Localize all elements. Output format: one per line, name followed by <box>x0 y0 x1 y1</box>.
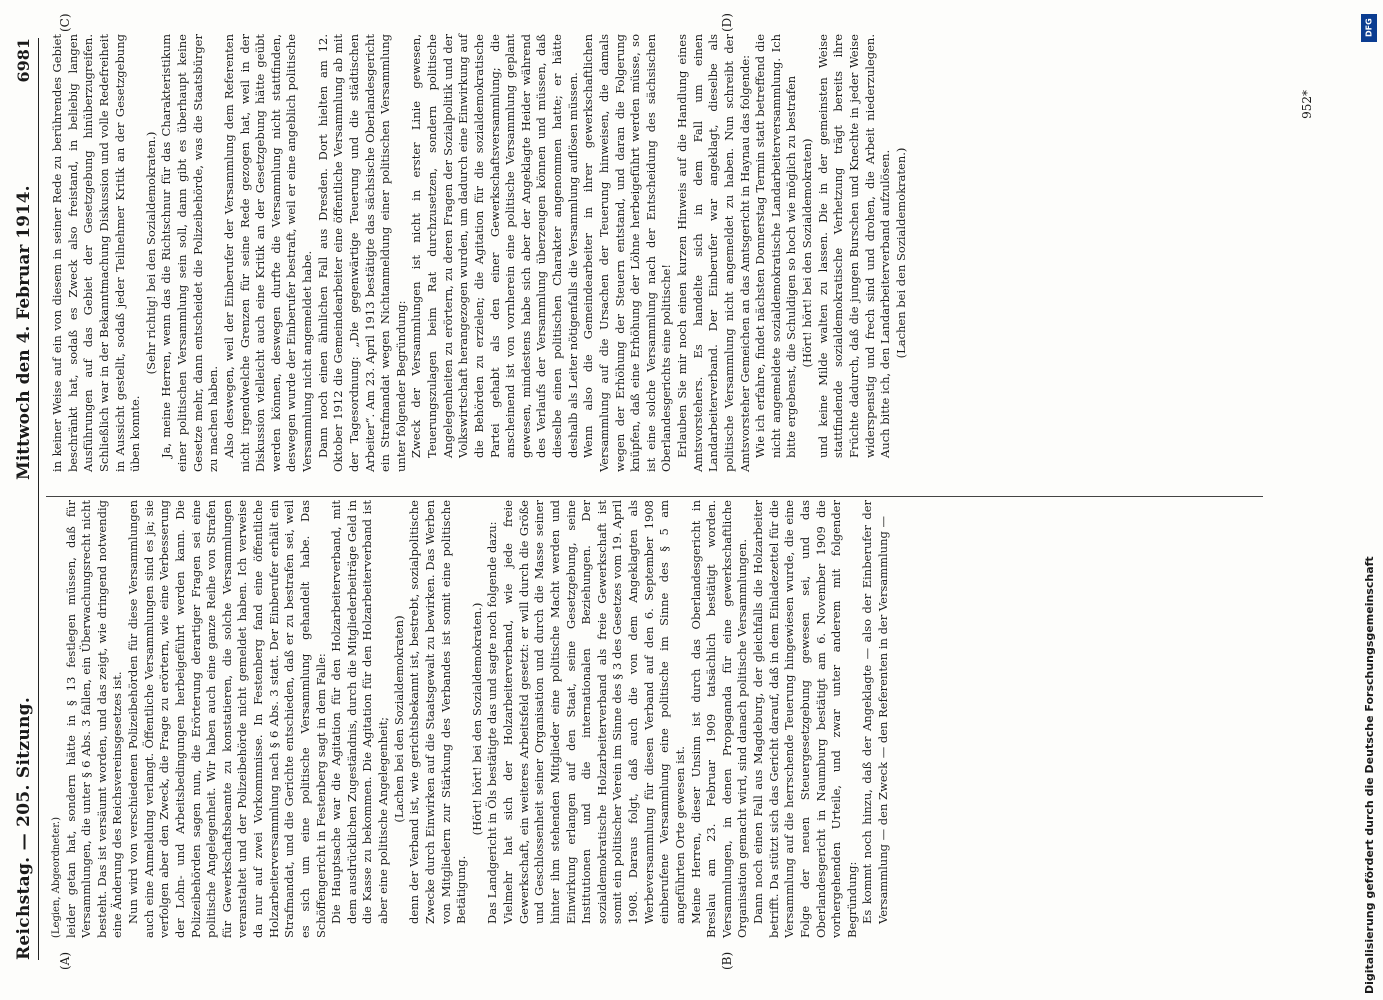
paragraph: Das Landgericht in Öls bestätigte das und sagte noch folgende dazu: <box>485 521 500 924</box>
paragraph: Dann noch einen Fall aus Magdeburg, der gleichfalls die Holzarbeiter betrifft. Da stützt sich das Gericht darauf, daß in dem Einladezettel für die Versammlung auf die herrschende Teuerung hingewiesen wurde, die eine Folge der neuen Steuergesetzgebung gewesen sei, und das Oberlandesgericht in Naumburg bestätigt am 6. November 1909 die vorhergehenden Urteile, und zwar unter anderem mit folgender Begründung: <box>751 500 859 938</box>
margin-tag-a: (A) <box>58 951 72 970</box>
interjection: (Lachen bei den Sozialdemokraten.) <box>893 147 908 359</box>
quoted-passage: Die Hauptsache war die Agitation für den Holzarbeiterverband, mit dem ausdrücklichen Zugeständnis, durch die Mitgliederbeiträge Geld in die Kasse zu bekommen. Die Agitation für den Holzarbeiterverband ist aber eine politische Angelegenheit; <box>329 500 391 924</box>
dfg-logo: DFG <box>1361 14 1377 42</box>
quoted-passage: Vielmehr hat sich der Holzarbeiterverband, wie jede freie Gewerkschaft, ein weiteres Arbeitsfeld gesetzt: er will durch die Größe und Geschlossenheit seiner Organisation und durch die Masse seiner hinter ihm stehenden Mitglieder eine politische Macht werden und Einwirkung erlangen auf den Staat, seine Gesetzgebung, seine Institutionen und die internationalen Beziehungen. Der sozialdemokratische Holzarbeiterverband als freie Gewerkschaft ist somit ein politischer Verein im Sinne des § 3 des Gesetzes vom 19. April 1908. Daraus folgt, daß auch die von dem Angeklagten als Werbeversammlung für diesen Verband auf den 6. September 1908 einberufene Versammlung eine politische im Sinne des § 5 am angeführten Orte gewesen ist. <box>501 500 687 924</box>
header-rule <box>38 38 39 960</box>
quoted-passage: Wie ich erfahre, findet nächsten Donnerstag Termin statt betreffend die nicht angemeldete sozialdemokratische Landarbeiterversammlung. Ich bitte ergebenst, die Schuldigen so hoch wie möglich zu bestrafen <box>753 34 799 458</box>
paragraph: Ja, meine Herren, wenn das die Richtschnur für das Charakteristikum einer politischen Versammlung sein soll, dann gibt es überhaupt keine Gesetze mehr, dann entscheidet die Polizeibehörde, was die Staatsbürger zu machen haben. <box>159 34 221 472</box>
paragraph: Erlauben Sie mir noch einen kurzen Hinweis auf die Handlung eines Amtsvorstehers. Es handelte sich in dem Fall um einen Landarbeiterverband. Der Einberufer war angeklagt, dieselbe als politische Versammlung nicht angemeldet zu haben. Nun schreibt der Amtsvorsteher Gemeichen an das Amtsgericht in Haynau das folgende: <box>675 34 752 472</box>
right-column <box>50 34 909 472</box>
quoted-passage: Zweck der Versammlungen ist nicht in erster Linie gewesen, Teuerungszulagen beim Rat durchzusetzen, sondern politische Angelegenheiten zu erörtern, zu deren Fragen der Sozialpolitik und der Volkswirtschaft herangezogen wurden, um dadurch eine Einwirkung auf die Behörden zu erzielen; die Agitation für die sozialdemokratische Partei gehabt als den einer Gewerkschaftsversammlung; die anscheinend ist von vornherein eine politische Versammlung geplant gewesen, mindestens habe sich aber der Angeklagte Heider während des Verlaufs der Versammlung überzeugen können und müssen, daß dieselbe einen politischen Charakter angenommen hatte; er hätte deshalb als Leiter nötigenfalls die Versammlung auflösen müssen. <box>409 34 580 458</box>
margin-tag-d: (D) <box>720 13 734 32</box>
paragraph: in keiner Weise auf ein von diesem in seiner Rede zu berührendes Gebiet beschränkt hat, sodaß es Zweck also freistand, in beliebig langen Ausführungen auf das Gebiet der Gesetzgebung hinüberzugreifen. Schließlich war in der Bekanntmachung Diskussion und volle Redefreiheit in Aussicht gestellt, sodaß jeder Teilnehmer Kritik an der Gesetzgebung üben konnte. <box>50 34 143 472</box>
header-date: Mittwoch den 4. Februar 1914. <box>14 185 34 480</box>
funding-notice: Digitalisierung gefördert durch die Deutsche Forschungsgemeinschaft <box>1363 556 1376 994</box>
paragraph: Also deswegen, weil der Einberufer der Versammlung dem Referenten nicht irgendwelche Grenzen für seine Rede gezogen hat, weil in der Diskussion vielleicht auch eine Kritik an der Gesetzgebung hätte geübt werden können, deswegen durfte die Versammlung nicht stattfinden, deswegen wurde der Einberufer bestraft, weil er eine angeblich politische Versammlung nicht angemeldet habe. <box>221 34 314 472</box>
paragraph: Nun wird von verschiedenen Polizeibehörden für diese Versammlungen auch eine Anmeldung verlangt. Öffentliche Versammlungen sind es ja; sie verfolgen aber den Zweck, die Frage zu erörtern, wie eine Verbesserung der Lohn- und Arbeitsbedingungen herbeigeführt werden kann. Die Polizeibehörden sagen nun, die Erörterung derartiger Fragen sei eine politische Angelegenheit. Wir haben auch eine ganze Reihe von Strafen für Gewerkschaftsbeamte zu konstatieren, die solche Versammlungen veranstaltet und der Polizeibehörde nicht gemeldet haben. Ich verweise da nur auf zwei Vorkommnisse. In Festenberg fand eine öffentliche Holzarbeiterversammlung nach § 6 Abs. 3 statt. Der Einberufer erhält ein Strafmandat, und die Gerichte entschieden, daß er zu bestrafen sei, weil es sich um eine politische Versammlung gehandelt habe. Das Schöffengericht in Festenberg sagt in dem Falle: <box>126 500 328 938</box>
speaker-label: (Legien, Abgeordneter.) <box>51 817 62 938</box>
margin-tag-c: (C) <box>58 13 72 32</box>
funding-sidebar <box>1359 6 1381 994</box>
quoted-passage: Es kommt noch hinzu, daß der Angeklagte — also der Einberufer der Versammlung — den Zweck — den Referenten in der Versammlung — <box>860 500 891 924</box>
paragraph: leider getan hat, sondern hätte in § 13 festlegen müssen, daß für Versammlungen, die unter § 6 Abs. 3 fallen, ein Überwachungsrecht nicht besteht. Das ist versäumt worden, und das zeigt, wie dringend notwendig eine Änderung des Reichsvereinsgesetzes ist. <box>63 500 125 938</box>
quoted-passage: und keine Milde walten zu lassen. Die in der gemeinsten Weise stattfindende sozialdemokratische Verhetzung trägt bereits ihre Früchte dadurch, daß die jungen Burschen und Knechte in jeder Weise widerspenstig und frech sind und drohen, die Arbeit niederzulegen. Auch bitte ich, den Landarbeiterverband aufzulösen. <box>815 34 893 458</box>
paragraph: Meine Herren, dieser Unsinn ist durch das Oberlandesgericht in Breslau am 23. Februar 1909 tatsächlich bestätigt worden. Versammlungen, in denen Propaganda für eine gewerkschaftliche Organisation gemacht wird, sind danach politische Versammlungen. <box>688 500 750 938</box>
margin-tag-b: (B) <box>720 951 734 970</box>
paragraph: Wenn also die Gemeindearbeiter in ihrer gewerkschaftlichen Versammlung auf die Ursachen der Teuerung hinweisen, die damals wegen der Erhöhung der Steuern entstand, und daran die Folgerung knüpfen, daß eine Erhöhung der Löhne herbeigeführt werden müsse, so ist eine solche Versammlung nach der Entscheidung des sächsischen Oberlandesgerichts eine politische! <box>581 34 674 472</box>
quoted-passage: denn der Verband ist, wie gerichtsbekannt ist, bestrebt, sozialpolitische Zwecke durch Einwirken auf die Staatsgewalt zu bewirken. Das Werben von Mitgliedern zur Stärkung des Verbandes ist somit eine politische Betätigung. <box>407 500 469 924</box>
page-number: 6981 <box>14 38 33 83</box>
header-session: Reichstag. — 205. Sitzung. <box>14 696 34 960</box>
column-divider <box>46 496 1263 497</box>
interjection: (Lachen bei den Sozialdemokraten) <box>391 615 406 823</box>
paragraph: Dann noch einen ähnlichen Fall aus Dresden. Dort hielten am 12. Oktober 1912 die Gemeindearbeiter eine öffentliche Versammlung ab mit der Tagesordnung: „Die gegenwärtige Teuerung und die städtischen Arbeiter“. Am 23. April 1913 bestätigte das sächsische Oberlandesgericht ein Strafmandat wegen Nichtanmeldung einer politischen Versammlung unter folgender Begründung: <box>315 34 408 472</box>
interjection: (Hört! hört! bei den Sozialdemokraten.) <box>469 602 484 836</box>
left-column <box>50 500 892 938</box>
footnote-marker: 952* <box>1300 90 1314 119</box>
interjection: (Hört! hört! bei den Sozialdemokraten) <box>800 138 814 368</box>
interjection: (Sehr richtig! bei den Sozialdemokraten.) <box>143 131 158 375</box>
